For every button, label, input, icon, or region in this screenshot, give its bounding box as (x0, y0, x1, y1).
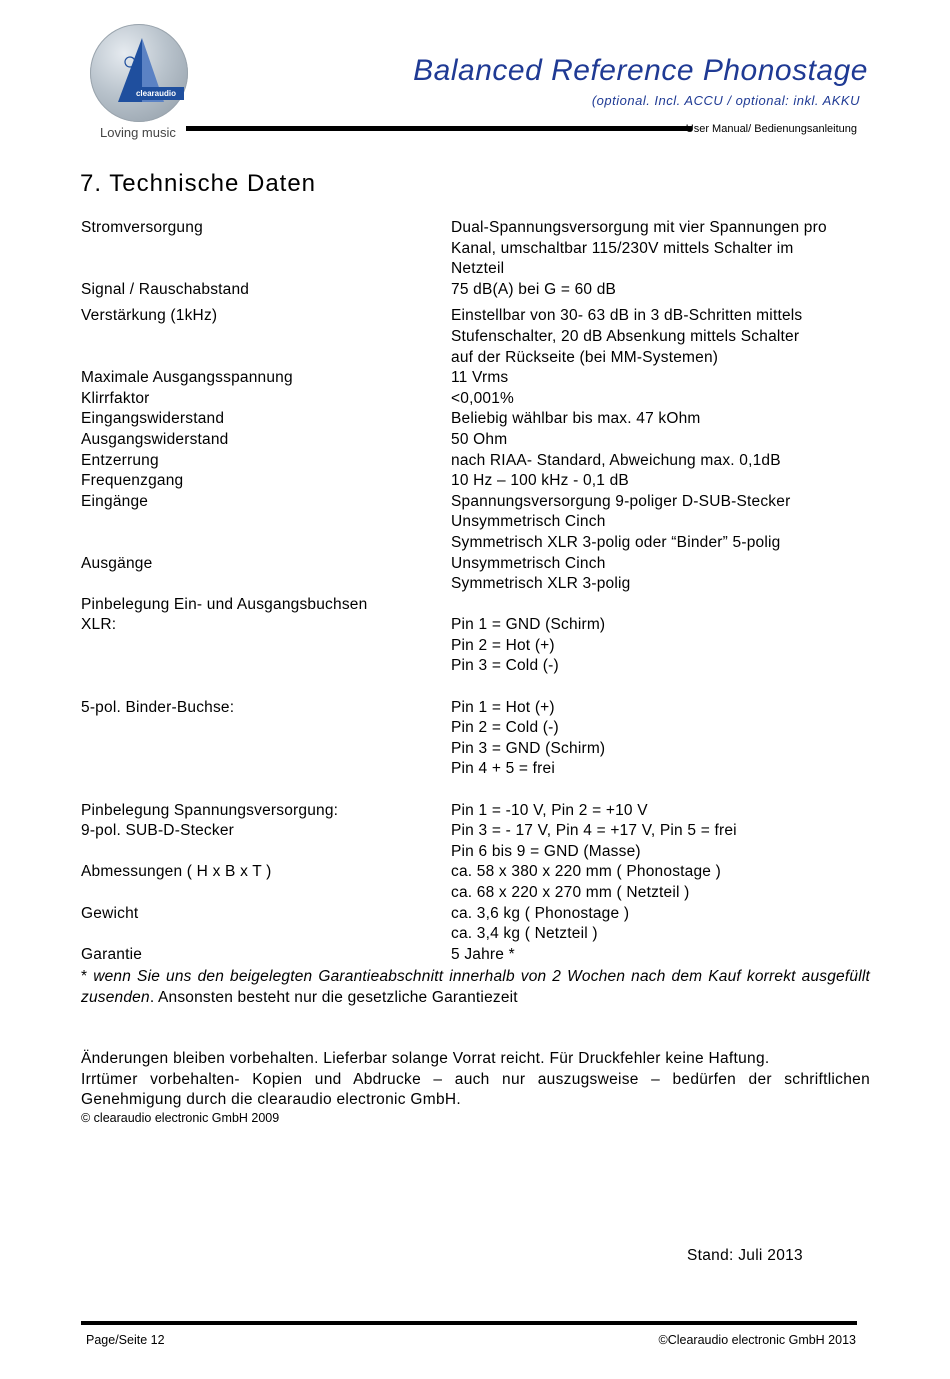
spec-values (451, 280, 871, 301)
spec-row (81, 945, 871, 966)
spec-value: Pin 6 bis 9 = GND (Masse) (451, 842, 641, 860)
spec-value: Beliebig wählbar bis max. 47 kOhm (451, 410, 701, 428)
spec-row (81, 595, 871, 616)
spec-label: XLR: (81, 616, 117, 634)
spec-value: Stufenschalter, 20 dB Absenkung mittels Schalter (451, 327, 800, 345)
spec-value: Pin 2 = Cold (-) (451, 719, 559, 737)
spec-row (81, 492, 871, 554)
spec-label: Maximale Ausgangsspannung (81, 369, 293, 387)
spec-row (81, 801, 871, 822)
spec-value: Pin 1 = GND (Schirm) (451, 616, 606, 634)
spec-label: Stromversorgung (81, 219, 203, 236)
spec-row (81, 409, 871, 430)
spec-value: 50 Ohm (451, 430, 508, 448)
spec-values (451, 698, 871, 780)
spec-values (451, 821, 871, 862)
logo-emblem-icon (90, 24, 188, 122)
footnote-marker: * (81, 968, 88, 985)
spec-label: 5-pol. Binder-Buchse: (81, 698, 235, 716)
spec-values (451, 389, 871, 410)
spec-row (81, 554, 871, 595)
stand-date: Stand: Juli 2013 (687, 1247, 803, 1264)
spec-value: Dual-Spannungsversorgung mit vier Spannungen pro (451, 219, 827, 236)
spec-value: Pin 3 = GND (Schirm) (451, 739, 606, 757)
document-kind: User Manual/ Bedienungsanleitung (685, 123, 857, 135)
spec-value: auf der Rückseite (bei MM-Systemen) (451, 348, 719, 366)
spec-value: 11 Vrms (451, 369, 509, 387)
spec-row (81, 471, 871, 492)
spec-value: Kanal, umschaltbar 115/230V mittels Schalter im (451, 239, 794, 257)
notice-copyright: © clearaudio electronic GmbH 2009 (81, 1111, 280, 1125)
page-number: Page/Seite 12 (86, 1333, 165, 1347)
spec-value: nach RIAA- Standard, Abweichung max. 0,1dB (451, 451, 781, 469)
spec-values (451, 862, 871, 903)
spec-label: Ausgänge (81, 554, 153, 572)
spec-label: Ausgangswiderstand (81, 430, 229, 448)
spec-row (81, 306, 871, 368)
spec-row (81, 862, 871, 903)
spec-label: Abmessungen ( H x B x T ) (81, 863, 272, 881)
guarantee-footnote (81, 967, 870, 1008)
spec-values (451, 306, 871, 368)
spec-label: Pinbelegung Ein- und Ausgangsbuchsen (81, 595, 368, 613)
notice-line-1: Änderungen bleiben vorbehalten. Lieferbar solange Vorrat reicht. Für Druckfehler keine Haftung. (81, 1050, 770, 1067)
spec-values (451, 801, 871, 822)
spec-label: Gewicht (81, 904, 139, 922)
spec-value: Pin 3 = Cold (-) (451, 657, 559, 675)
spec-value: Pin 3 = - 17 V, Pin 4 = +17 V, Pin 5 = frei (451, 822, 737, 840)
spec-values (451, 451, 871, 472)
logo-tagline: Loving music (100, 125, 176, 140)
spec-label: Verstärkung (1kHz) (81, 307, 218, 325)
spec-value: Pin 2 = Hot (+) (451, 636, 555, 654)
spec-values (451, 904, 871, 945)
header-divider (186, 126, 692, 131)
spec-row (81, 218, 871, 280)
spec-label: Signal / Rauschabstand (81, 280, 250, 298)
document-subtitle: (optional. Incl. ACCU / optional: inkl. AKKU (591, 93, 860, 108)
spec-row (81, 821, 871, 862)
footnote-italic-text: wenn Sie uns den beigelegten Garantieabschnitt innerhalb von 2 Wochen nach dem Kauf korrekt ausgefüllt zusenden (81, 968, 870, 1006)
spec-values (451, 492, 871, 554)
spec-row (81, 451, 871, 472)
spec-values (451, 615, 871, 677)
spec-value: Pin 4 + 5 = frei (451, 760, 556, 778)
spec-value: Pin 1 = -10 V, Pin 2 = +10 V (451, 801, 648, 819)
spec-value: Unsymmetrisch Cinch (451, 554, 606, 572)
spec-row (81, 280, 871, 301)
spec-value: Spannungsversorgung 9-poliger D-SUB-Stecker (451, 492, 791, 510)
spec-values (451, 595, 871, 616)
spec-label: Pinbelegung Spannungsversorgung: (81, 801, 339, 819)
spec-label: Frequenzgang (81, 472, 184, 490)
spec-value: Einstellbar von 30- 63 dB in 3 dB-Schritten mittels (451, 307, 803, 325)
spec-values (451, 945, 871, 966)
spec-label: 9-pol. SUB-D-Stecker (81, 822, 235, 840)
logo-brand: clearaudio (128, 87, 184, 100)
spec-value: Unsymmetrisch Cinch (451, 513, 606, 531)
spec-label: Klirrfaktor (81, 389, 150, 407)
spec-table (81, 218, 871, 965)
legal-notice (81, 1049, 870, 1111)
spec-row (81, 615, 871, 677)
spec-value: ca. 3,6 kg ( Phonostage ) (451, 904, 630, 922)
spec-value: Symmetrisch XLR 3-polig oder “Binder” 5-polig (451, 533, 781, 551)
spec-value: 10 Hz – 100 kHz - 0,1 dB (451, 472, 629, 490)
footer-divider (81, 1321, 857, 1325)
notice-line-2: Irrtümer vorbehalten- Kopien und Abdrucke – auch nur auszugsweise – bedürfen der schriftlichen Genehmigung durch die clearaudio electronic GmbH. (81, 1070, 870, 1109)
spec-values (451, 409, 871, 430)
spec-label: Entzerrung (81, 451, 159, 469)
spec-values (451, 554, 871, 595)
spec-value: 5 Jahre * (451, 945, 515, 963)
spec-value: 75 dB(A) bei G = 60 dB (451, 280, 617, 298)
footnote-rest: . Ansonsten besteht nur die gesetzliche Garantiezeit (149, 988, 518, 1006)
spec-value: ca. 58 x 380 x 220 mm ( Phonostage ) (451, 863, 721, 881)
spacer (81, 677, 871, 698)
spec-values (451, 218, 871, 280)
spacer (81, 780, 871, 801)
footer-copyright: ©Clearaudio electronic GmbH 2013 (658, 1333, 856, 1347)
spec-value: ca. 68 x 220 x 270 mm ( Netzteil ) (451, 884, 690, 901)
spec-value: <0,001% (451, 389, 515, 407)
spec-values (451, 430, 871, 451)
spec-row (81, 698, 871, 780)
section-title: 7. Technische Daten (80, 170, 317, 197)
spec-row (81, 389, 871, 410)
spec-row (81, 904, 871, 945)
document-title: Balanced Reference Phonostage (413, 54, 868, 87)
spec-value: ca. 3,4 kg ( Netzteil ) (451, 925, 598, 943)
spec-label: Garantie (81, 945, 143, 963)
spec-value: Pin 1 = Hot (+) (451, 698, 555, 716)
clearaudio-logo (88, 22, 192, 142)
spec-row (81, 368, 871, 389)
spec-values (451, 368, 871, 389)
spec-row (81, 430, 871, 451)
spec-value: Netzteil (451, 260, 505, 278)
spec-label: Eingänge (81, 492, 149, 510)
spec-values (451, 471, 871, 492)
spec-value: Symmetrisch XLR 3-polig (451, 575, 631, 593)
spec-label: Eingangswiderstand (81, 410, 225, 428)
